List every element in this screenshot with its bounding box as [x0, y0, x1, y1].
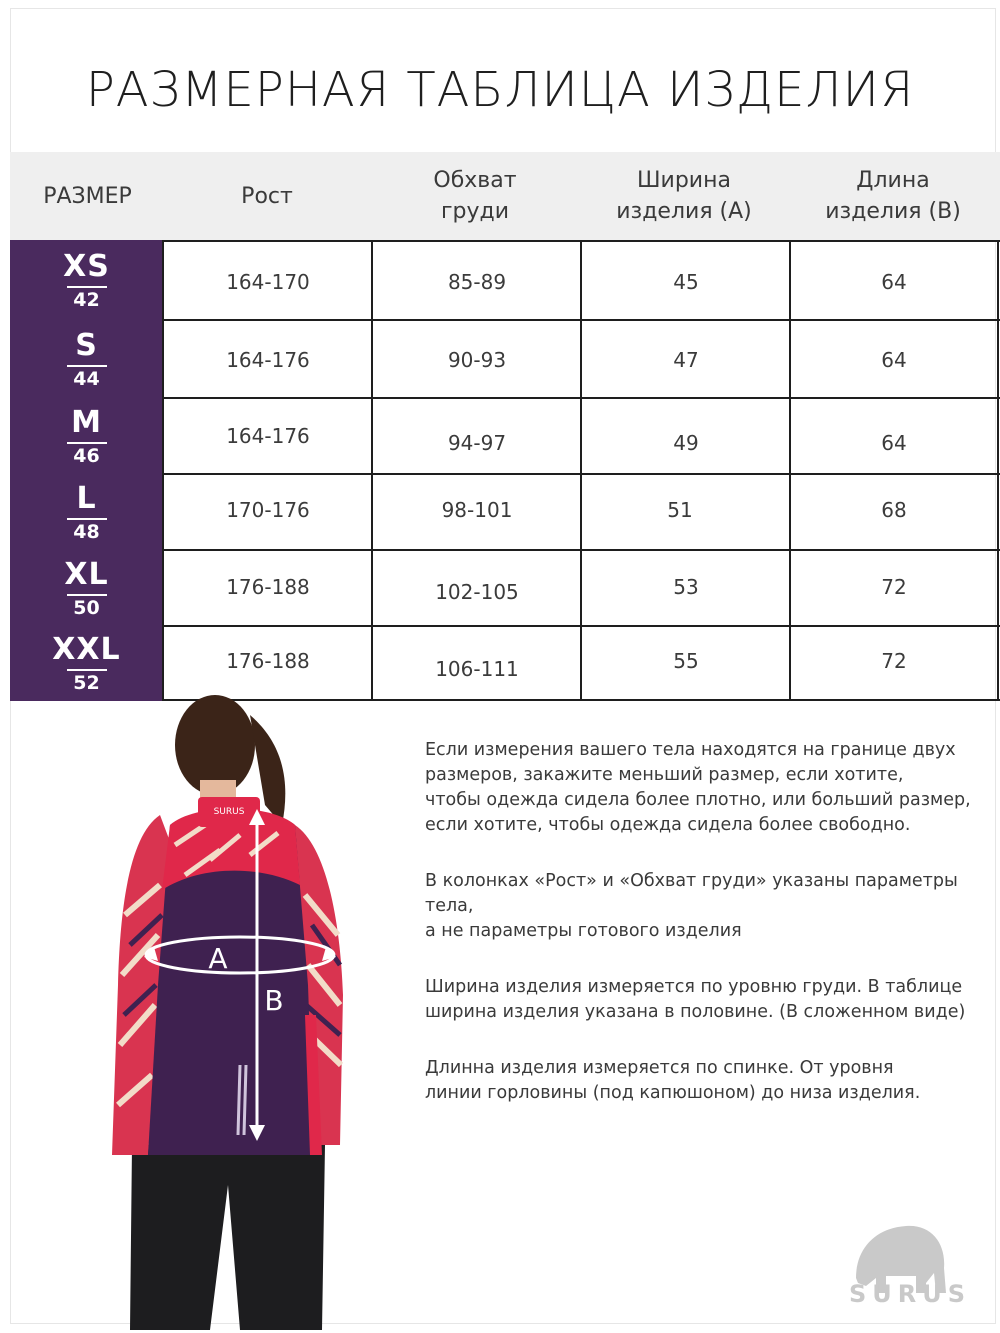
grid-line — [997, 240, 999, 701]
label-b: B — [264, 984, 284, 1017]
size-letter: L — [76, 480, 97, 516]
cell-width: 51 — [667, 498, 693, 522]
size-letter: M — [71, 404, 102, 440]
divider — [67, 594, 107, 596]
cell-height: 176-188 — [226, 575, 310, 599]
cell-width: 49 — [673, 431, 699, 455]
cell-height: 164-176 — [226, 348, 310, 372]
grid-line — [162, 240, 164, 701]
cell-length: 72 — [881, 649, 907, 673]
divider — [67, 286, 107, 288]
size-number: 42 — [73, 288, 100, 311]
note-text: Длинна изделия измеряется по спинке. От уровня линии горловины (под капюшоном) до низа изделия. — [425, 1058, 921, 1103]
logo-text: SURUS — [849, 1280, 972, 1308]
header-length: Длина изделия (В) — [825, 168, 961, 224]
header-width: Ширина изделия (А) — [616, 168, 752, 224]
cell-chest: 94-97 — [447, 431, 507, 455]
cell-width: 45 — [673, 270, 699, 294]
notes-section — [425, 738, 995, 1137]
cell-length: 72 — [881, 575, 907, 599]
size-number: 48 — [73, 520, 100, 543]
cell-width: 55 — [673, 649, 699, 673]
header-chest: Обхват груди — [433, 168, 517, 224]
cell-height: 164-176 — [226, 424, 310, 448]
cell-height: 170-176 — [226, 498, 310, 522]
cell-width: 47 — [673, 348, 699, 372]
cell-chest: 85-89 — [447, 270, 507, 294]
cell-width: 53 — [673, 575, 699, 599]
size-letter: XXL — [52, 632, 121, 667]
cell-length: 64 — [881, 270, 907, 294]
cell-height: 176-188 — [226, 649, 310, 673]
header-height: Рост — [241, 183, 293, 209]
size-number: 46 — [73, 444, 100, 467]
divider — [67, 669, 107, 671]
size-column — [10, 240, 163, 701]
divider — [67, 518, 107, 520]
grid-line — [789, 240, 791, 701]
size-cell — [10, 550, 163, 626]
size-number: 52 — [73, 672, 100, 694]
cell-length: 64 — [881, 348, 907, 372]
cell-chest: 90-93 — [447, 348, 507, 372]
divider — [67, 365, 107, 367]
cell-length: 64 — [881, 431, 907, 455]
model-measurement-illustration — [100, 685, 360, 1330]
size-letter: S — [75, 327, 98, 363]
cell-length: 68 — [881, 498, 907, 522]
size-number: 50 — [73, 596, 100, 619]
size-number: 44 — [73, 367, 100, 390]
note-text: Ширина изделия измеряется по уровню груди. В таблице ширина изделия указана в половине. (В сложенном виде) — [425, 977, 966, 1022]
size-cell — [10, 320, 163, 398]
divider — [67, 442, 107, 444]
header-size: РАЗМЕР — [43, 183, 132, 209]
grid-line — [371, 240, 373, 701]
size-cell — [10, 398, 163, 474]
collar-logo: SURUS — [213, 807, 245, 817]
size-cell — [10, 474, 163, 550]
page-title: РАЗМЕРНАЯ ТАБЛИЦА ИЗДЕЛИЯ — [85, 62, 915, 118]
note-text: Если измерения вашего тела находятся на границе двух размеров, закажите меньший размер, если хотите, чтобы одежда сидела более плотно, или больший размер, если хотите, чтобы одежда сидела более свободно. — [425, 740, 971, 835]
size-letter: XS — [63, 248, 110, 284]
cell-chest: 102-105 — [435, 580, 519, 604]
cell-chest: 106-111 — [435, 657, 519, 681]
size-letter: XL — [64, 556, 109, 592]
note-text: В колонках «Рост» и «Обхват груди» указаны параметры тела, а не параметры готового изделия — [425, 871, 958, 941]
size-cell — [10, 240, 163, 320]
trousers — [130, 1145, 325, 1330]
label-a: A — [208, 942, 228, 975]
grid-line — [580, 240, 582, 701]
cell-height: 164-170 — [226, 270, 310, 294]
cell-chest: 98-101 — [441, 498, 513, 522]
table-header — [10, 152, 1000, 240]
